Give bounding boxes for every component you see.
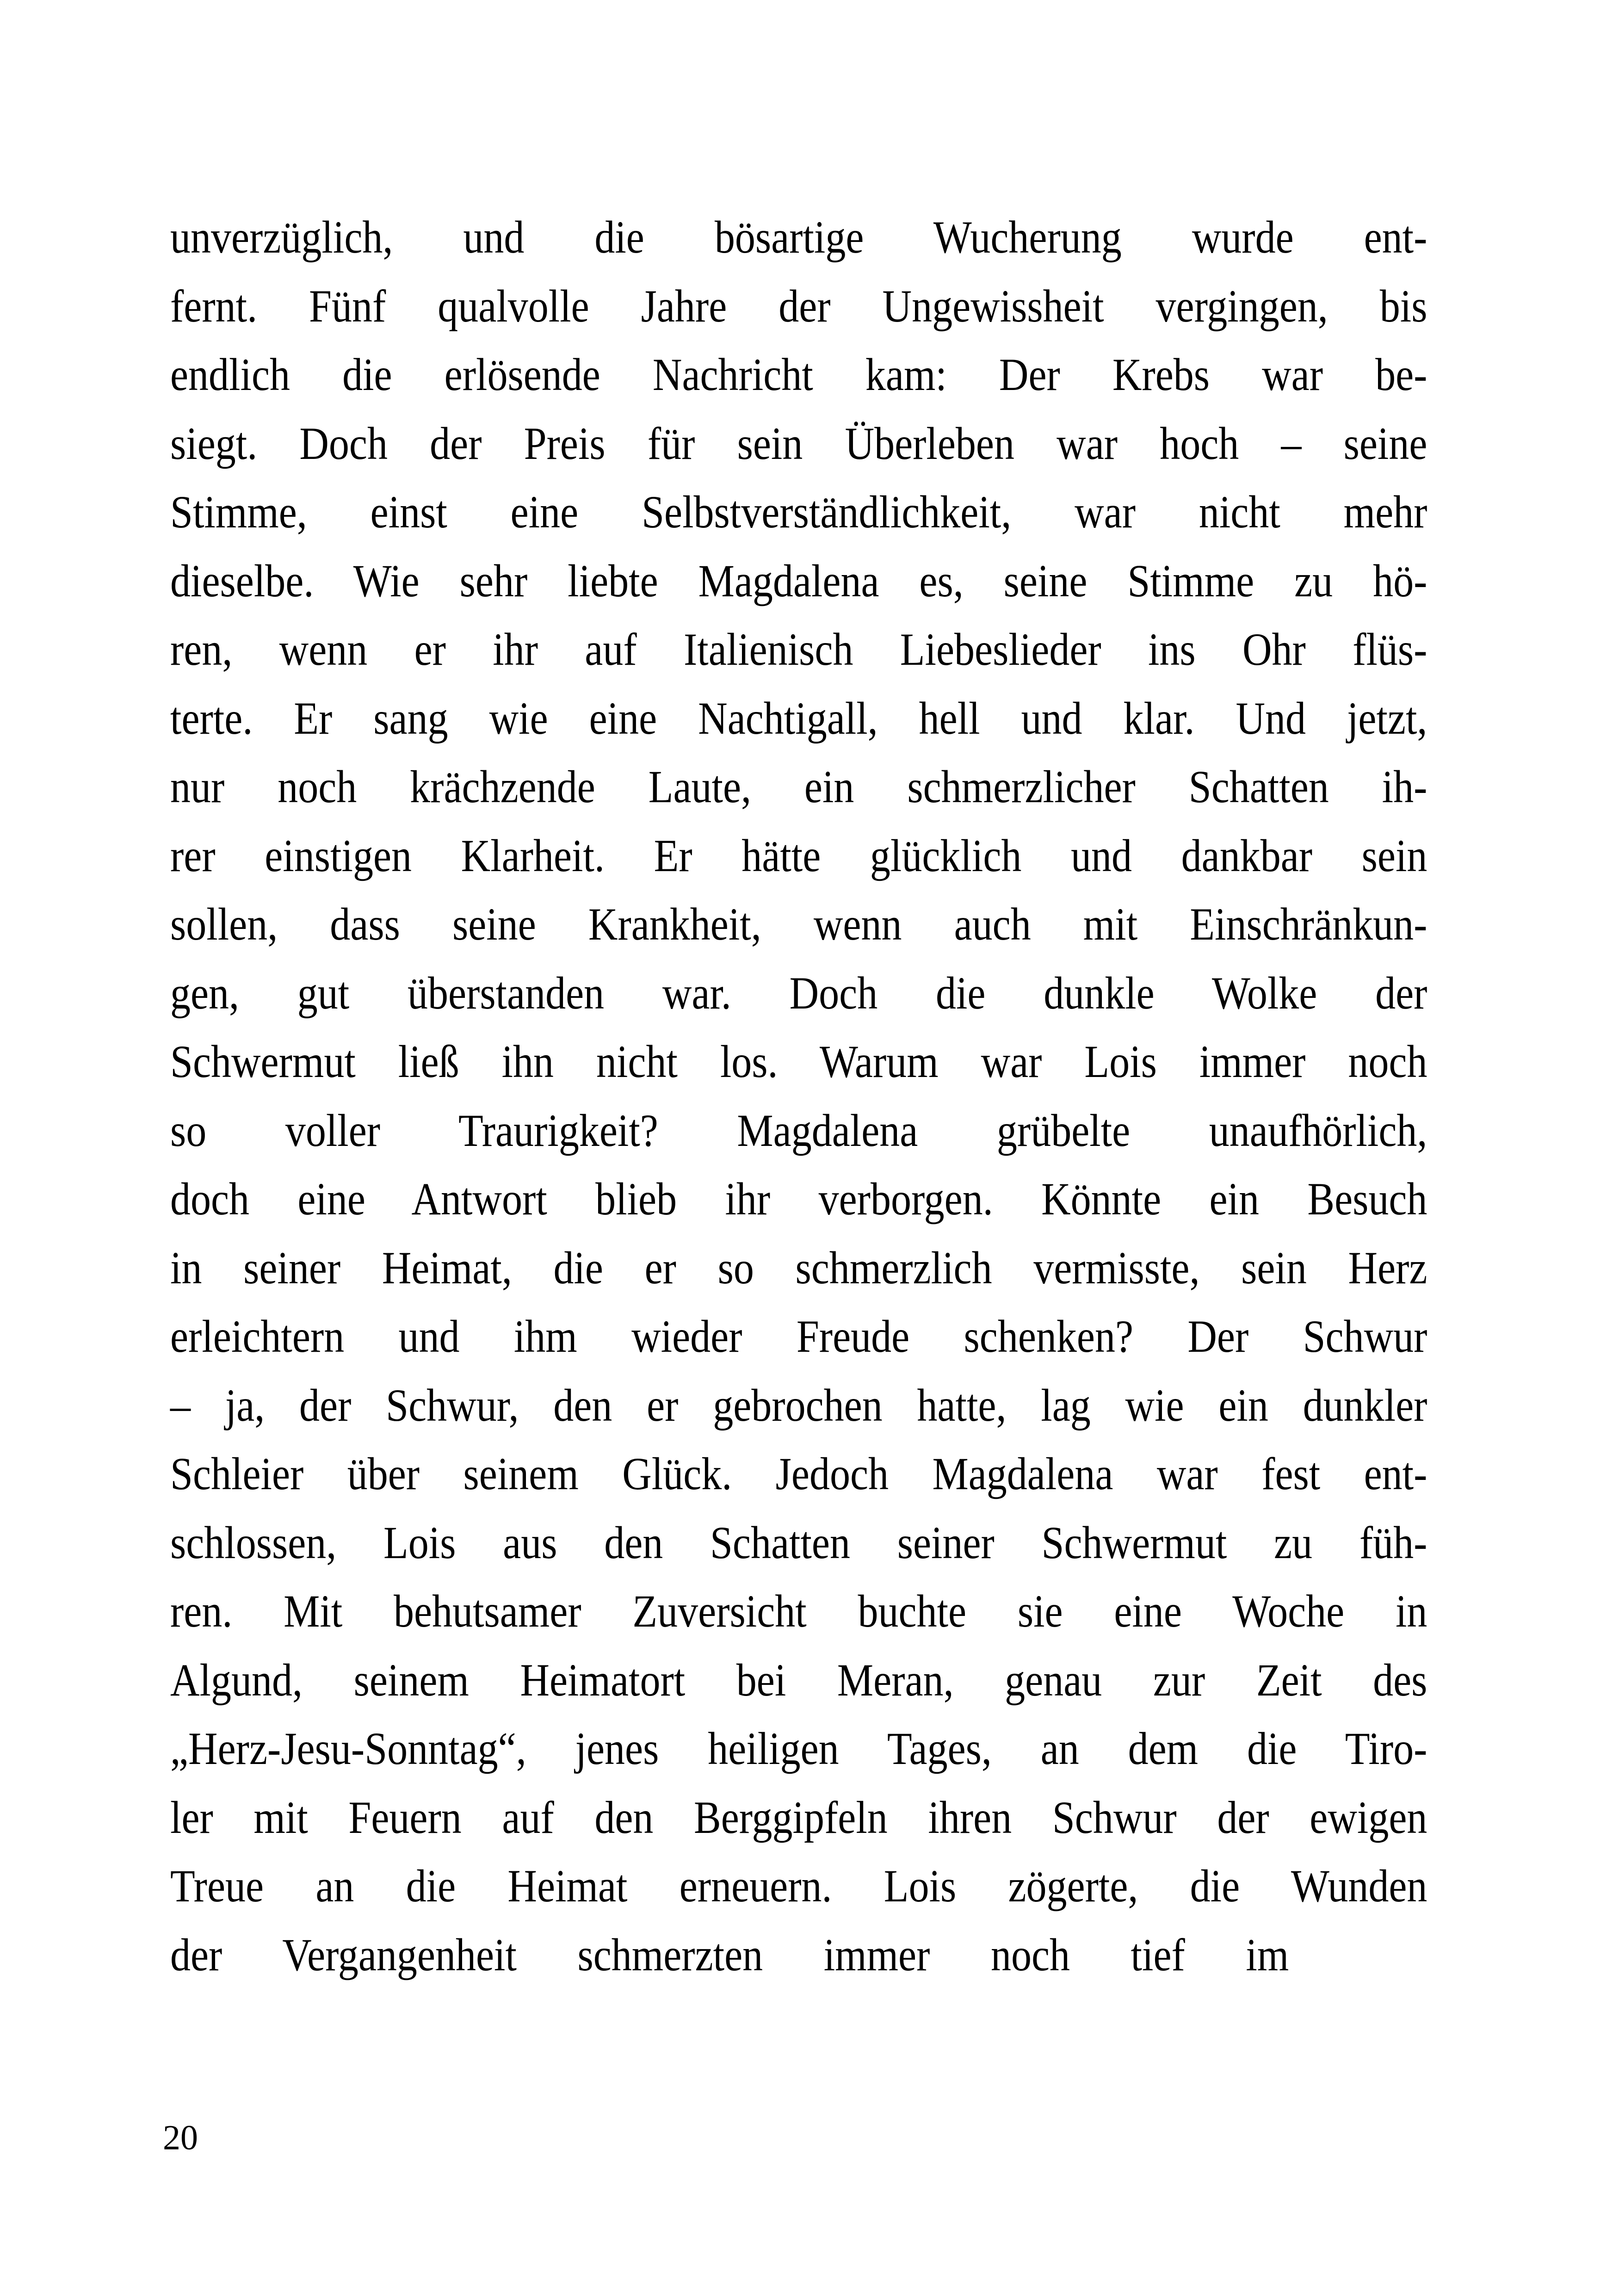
text-line: Treue an die Heimat erneuern. Lois zögerte, die Wunden [170, 1860, 1427, 1912]
text-line: dieselbe. Wie sehr liebte Magdalena es, seine Stimme zu hö- [170, 555, 1427, 606]
text-line: in seiner Heimat, die er so schmerzlich vermisste, sein Herz [170, 1242, 1427, 1293]
text-line: gen, gut überstanden war. Doch die dunkle Wolke der [170, 967, 1427, 1019]
page-number: 20 [163, 2118, 198, 2157]
text-line: erleichtern und ihm wieder Freude schenken? Der Schwur [170, 1311, 1427, 1362]
text-line: siegt. Doch der Preis für sein Überleben war hoch – seine [170, 417, 1427, 469]
text-line: unverzüglich, und die bösartige Wucherung wurde ent- [170, 211, 1427, 263]
text-line: ren, wenn er ihr auf Italienisch Liebeslieder ins Ohr flüs- [170, 624, 1427, 675]
body-text [170, 203, 1427, 1989]
text-line: Schwermut ließ ihn nicht los. Warum war Lois immer noch [170, 1036, 1427, 1087]
text-line: der Vergangenheit schmerzten immer noch tief im [170, 1929, 1289, 1980]
text-line: Stimme, einst eine Selbstverständlichkeit, war nicht mehr [170, 486, 1427, 538]
text-line: „Herz-Jesu-Sonntag“, jenes heiligen Tages, an dem die Tiro- [170, 1723, 1427, 1774]
text-line: sollen, dass seine Krankheit, wenn auch mit Einschränkun- [170, 898, 1427, 950]
text-line: endlich die erlösende Nachricht kam: Der Krebs war be- [170, 349, 1427, 400]
text-line: rer einstigen Klarheit. Er hätte glücklich und dankbar sein [170, 829, 1427, 881]
text-line: terte. Er sang wie eine Nachtigall, hell und klar. Und jetzt, [170, 692, 1427, 744]
text-line: so voller Traurigkeit? Magdalena grübelte unaufhörlich, [170, 1104, 1427, 1156]
text-line: fernt. Fünf qualvolle Jahre der Ungewissheit vergingen, bis [170, 280, 1427, 332]
text-line: nur noch krächzende Laute, ein schmerzlicher Schatten ih- [170, 761, 1427, 812]
text-line: – ja, der Schwur, den er gebrochen hatte, lag wie ein dunkler [170, 1379, 1427, 1431]
text-line: ler mit Feuern auf den Berggipfeln ihren Schwur der ewigen [170, 1791, 1427, 1843]
text-line: schlossen, Lois aus den Schatten seiner Schwermut zu füh- [170, 1516, 1427, 1568]
text-line: Algund, seinem Heimatort bei Meran, genau zur Zeit des [170, 1654, 1427, 1706]
text-line: Schleier über seinem Glück. Jedoch Magdalena war fest ent- [170, 1448, 1427, 1499]
text-line: doch eine Antwort blieb ihr verborgen. Könnte ein Besuch [170, 1173, 1427, 1225]
text-line: ren. Mit behutsamer Zuversicht buchte sie eine Woche in [170, 1585, 1427, 1637]
